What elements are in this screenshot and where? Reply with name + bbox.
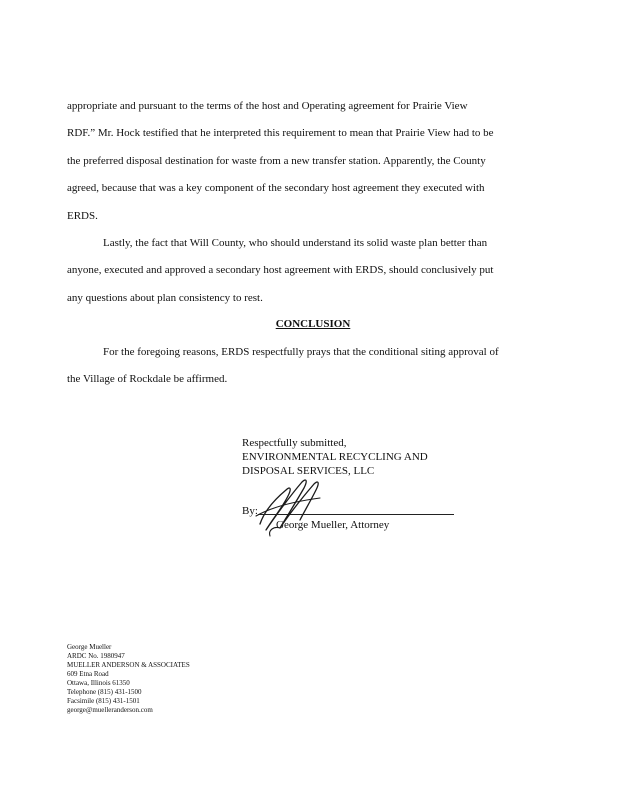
footer-name: George Mueller (67, 643, 112, 651)
body-line: any questions about plan consistency to rest. (67, 292, 263, 304)
footer-city: Ottawa, Illinois 61350 (67, 679, 130, 687)
body-line: For the foregoing reasons, ERDS respectfully prays that the conditional siting approval of (103, 346, 499, 358)
body-line: the preferred disposal destination for waste from a new transfer station. Apparently, the County (67, 155, 486, 167)
footer-telephone: Telephone (815) 431-1500 (67, 688, 142, 696)
firm-name-line2: DISPOSAL SERVICES, LLC (242, 465, 375, 477)
closing-text: Respectfully submitted, (242, 437, 347, 449)
footer-ardc: ARDC No. 1980947 (67, 652, 125, 660)
footer-facsimile: Facsimile (815) 431-1501 (67, 697, 140, 705)
body-line: appropriate and pursuant to the terms of the host and Operating agreement for Prairie View (67, 100, 468, 112)
handwritten-signature (250, 472, 340, 542)
footer-email: george@muelleranderson.com (67, 706, 153, 714)
signer-name: George Mueller, Attorney (276, 519, 390, 531)
body-line: Lastly, the fact that Will County, who should understand its solid waste plan better than (103, 237, 488, 249)
body-line: agreed, because that was a key component of the secondary host agreement they executed with (67, 182, 485, 194)
body-line: RDF.” Mr. Hock testified that he interpreted this requirement to mean that Prairie View had to be (67, 127, 494, 139)
footer-firm: MUELLER ANDERSON & ASSOCIATES (67, 661, 190, 669)
footer-address: 609 Etna Road (67, 670, 109, 678)
body-line: anyone, executed and approved a secondary host agreement with ERDS, should conclusively put (67, 264, 494, 276)
body-line: ERDS. (67, 210, 98, 222)
firm-name-line1: ENVIRONMENTAL RECYCLING AND (242, 451, 428, 463)
conclusion-heading: CONCLUSION (275, 318, 351, 330)
by-label: By: (242, 505, 258, 517)
body-line: the Village of Rockdale be affirmed. (67, 373, 228, 385)
